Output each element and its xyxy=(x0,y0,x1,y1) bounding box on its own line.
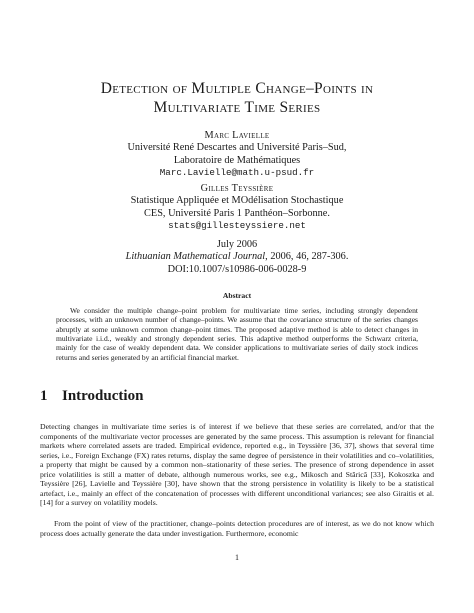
title-line-1: Detection of Multiple Change–Points in xyxy=(100,80,374,97)
journal-name: Lithuanian Mathematical Journal xyxy=(125,251,266,263)
abstract-heading: Abstract xyxy=(222,291,252,300)
journal-volume: , 2006, 46, 287-306. xyxy=(265,251,349,263)
author-name: Gilles Teyssière xyxy=(200,183,274,194)
author-affiliation: Laboratoire de Mathématiques xyxy=(173,154,301,166)
section-number: 1 xyxy=(40,388,48,404)
journal-reference xyxy=(40,251,434,263)
title-line-2: Multivariate Time Series xyxy=(153,99,321,116)
doi[interactable]: DOI:10.1007/s10986-006-0028-9 xyxy=(167,263,307,275)
paper-title xyxy=(40,79,434,117)
author-email[interactable]: Marc.Lavielle@math.u-psud.fr xyxy=(159,167,315,179)
author-affiliation: CES, Université Paris 1 Panthéon–Sorbonne. xyxy=(144,207,330,219)
author-block-1 xyxy=(40,130,434,180)
abstract-text: We consider the multiple change–point problem for multivariate time series, including strongly dependent processes, with an unknown number of change–points. We assume that the covariance structure of the series changes abruptly at some unknown common change–point times. The proposed adaptive method is able to detect changes in multivariate i.i.d., weakly and strongly dependent series. This adaptive method outperforms the Schwarz criteria, mainly for the case of weakly dependent data. We consider applications to multivariate series of daily stock indices returns and series generated by an artificial financial market. xyxy=(56,306,418,362)
section-heading xyxy=(40,388,143,405)
author-block-2 xyxy=(40,183,434,233)
publication-date: July 2006 xyxy=(216,239,258,250)
body-paragraph: Detecting changes in multivariate time series is of interest if we believe that these series are correlated, and/or that the components of the multivariate vector processes are generated by the same process. This assumption is relevant for financial markets where correlated assets are traded. Empirical evidence, reported e.g., in Teyssière [36, 37], shows that several time series, i.e., Foreign Exchange (FX) rates returns, display the same degree of persistence in their volatilities and co–volatilities, a property that might be caused by a common non–stationarity of these series. The presence of strong dependence in asset price volatilities is still a matter of debate, although numerous works, see e.g., Mikosch and Stărică [33], Kokoszka and Teyssière [26], Lavielle and Teyssière [30], have shown that the strong persistence in volatility is likely to be a statistical artefact, i.e., mainly an effect of the concatenation of processes with different unconditional variances; see also Giraitis et al. [14] for a survey on volatility models. xyxy=(40,422,434,508)
body-paragraph: From the point of view of the practitioner, change–points detection procedures are of interest, as we do not know which process does actually generate the data under investigation. Furthermore, economic xyxy=(40,519,434,538)
section-title: Introduction xyxy=(62,388,144,404)
author-name: Marc Lavielle xyxy=(204,130,270,141)
author-affiliation: Statistique Appliquée et MOdélisation Stochastique xyxy=(130,195,344,207)
author-email[interactable]: stats@gillesteyssiere.net xyxy=(168,220,306,232)
page-number: 1 xyxy=(235,553,239,562)
author-affiliation: Université René Descartes and Université Paris–Sud, xyxy=(127,142,347,154)
publication-info xyxy=(40,239,434,276)
